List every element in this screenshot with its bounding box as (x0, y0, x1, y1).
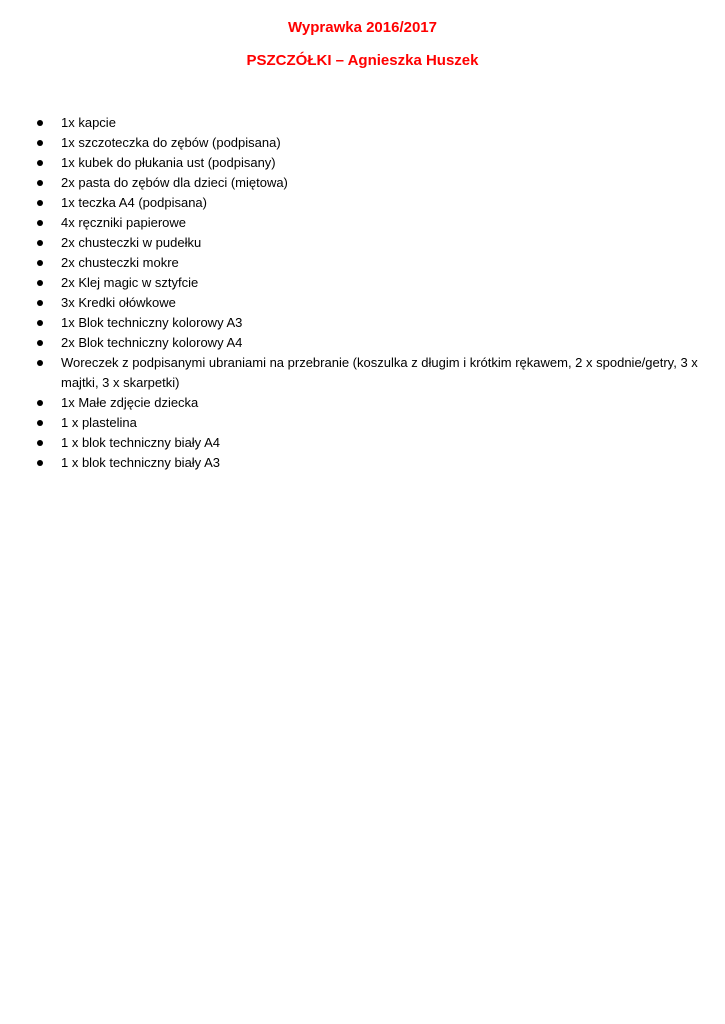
bullet-icon (37, 360, 43, 366)
list-item (0, 293, 725, 313)
bullet-icon (37, 260, 43, 266)
bullet-icon (37, 160, 43, 166)
list-item-text: 4x ręczniki papierowe (61, 215, 187, 230)
list-item-text: 2x pasta do zębów dla dzieci (miętowa) (61, 175, 288, 190)
bullet-icon (37, 180, 43, 186)
bullet-icon (37, 320, 43, 326)
list-item (0, 393, 725, 413)
document-subtitle: PSZCZÓŁKI – Agnieszka Huszek (246, 52, 479, 69)
list-item (0, 193, 725, 213)
list-item-text: 2x chusteczki mokre (61, 255, 179, 270)
list-item (0, 113, 725, 133)
list-item (0, 133, 725, 153)
bullet-icon (37, 460, 43, 466)
list-item (0, 273, 725, 293)
list-item (0, 173, 725, 193)
bullet-icon (37, 420, 43, 426)
list-item-text: 2x chusteczki w pudełku (61, 235, 202, 250)
list-item-text: 1x kubek do płukania ust (podpisany) (61, 155, 276, 170)
list-item-text: 2x Klej magic w sztyfcie (61, 275, 199, 290)
bullet-icon (37, 440, 43, 446)
list-item-text: 1 x blok techniczny biały A3 (61, 455, 220, 470)
list-item (0, 413, 725, 433)
bullet-icon (37, 120, 43, 126)
bullet-icon (37, 200, 43, 206)
list-item (0, 213, 725, 233)
list-item-text: 1 x blok techniczny biały A4 (61, 435, 220, 450)
list-item-text: 1x Blok techniczny kolorowy A3 (61, 315, 243, 330)
list-item-text: Woreczek z podpisanymi ubraniami na przebranie (koszulka z długim i krótkim rękawem, 2 x spodnie/getry, 3 x majtki, 3 x skarpetki) (61, 355, 698, 390)
list-item (0, 353, 725, 393)
list-item (0, 313, 725, 333)
list-item (0, 253, 725, 273)
list-item-text: 1x teczka A4 (podpisana) (61, 195, 207, 210)
supply-list (0, 113, 725, 473)
list-item-text: 1x kapcie (61, 115, 116, 130)
document-title: Wyprawka 2016/2017 (288, 19, 437, 36)
bullet-icon (37, 140, 43, 146)
list-item-text: 3x Kredki ołówkowe (61, 295, 176, 310)
bullet-icon (37, 280, 43, 286)
list-item (0, 453, 725, 473)
list-item-text: 2x Blok techniczny kolorowy A4 (61, 335, 243, 350)
list-item (0, 233, 725, 253)
list-item-text: 1x Małe zdjęcie dziecka (61, 395, 199, 410)
list-item-text: 1 x plastelina (61, 415, 137, 430)
list-item (0, 153, 725, 173)
bullet-icon (37, 340, 43, 346)
list-item (0, 433, 725, 453)
bullet-icon (37, 300, 43, 306)
list-item-text: 1x szczoteczka do zębów (podpisana) (61, 135, 281, 150)
list-item (0, 333, 725, 353)
bullet-icon (37, 240, 43, 246)
bullet-icon (37, 220, 43, 226)
bullet-icon (37, 400, 43, 406)
